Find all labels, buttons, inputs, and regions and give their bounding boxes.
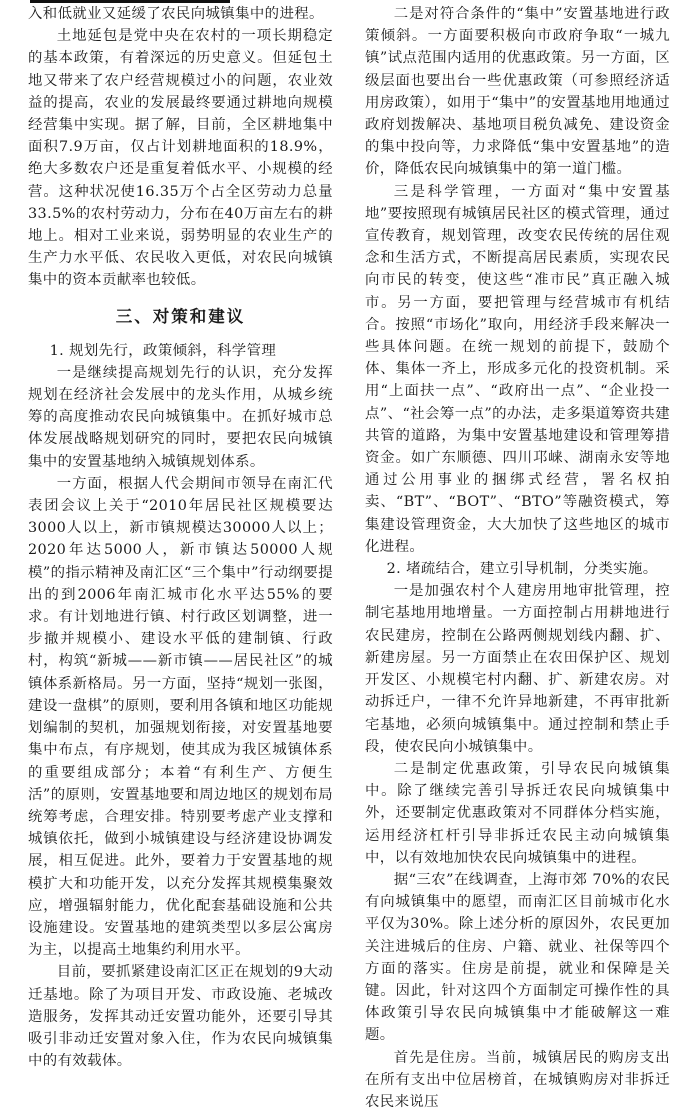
paragraph-on-one-hand: 一方面，根据人代会期间市领导在南汇代表团会议上关于“2010年居民社区规模要达3000人以上，新市镇规模达30000人以上；2020年达5000人，新市镇达50000人规模”的指示精神及南汇区“三个集中”行动纲要提出的到2006年南汇城市化水平达55%的要求。有计划地进行镇、村行政区划调整，进一步撤并规模小、建设水平低的建制镇、行政村，构筑“新城——新市镇——居民社区”的城镇体系新格局。另一方面，坚持“规划一张图，建设一盘棋”的原则，要利用各镇和地区功能规划编制的契机，加强规划衔接，对安置基地要集中布点，有序规划，使其成为我区城镇体系的重要组成部分；本着“有利生产、方便生活”的原则，安置基地要和周边地区的规划布局统筹考虑，合理安排。特别要考虑产业支撑和城镇依托，做到小城镇建设与经济建设协调发展，相互促进。此外，要着力于安置基地的规模扩大和功能开发，以充分发挥其规模集聚效应，增强辐射能力，优化配套基础设施和公共设施建设。安置基地的建筑类型以多层公寓房为主，以提高土地集约利用水平。 [28,475,333,959]
paragraph-housing: 首先是住房。当前，城镇居民的购房支出在所有支出中位居榜首，在城镇购房对非拆迁农民来说压 [365,1049,670,1110]
paragraph-survey: 据“三农”在线调查，上海市郊 70%的农民有向城镇集中的愿望，而南汇区目前城市化水平仅为30%。除上述分析的原因外，农民更加关注进城后的住房、户籍、就业、社保等四个方面的落实。住房是前提，就业和保障是关键。因此，针对这四个方面制定可操作性的具体政策引导农民向城镇集中才能破解这一难题。 [365,871,670,1044]
paragraph-homestead-control: 一是加强农村个人建房用地审批管理，控制宅基地用地增量。一方面控制占用耕地进行农民建房，控制在公路两侧规划线内翻、扩、新建房屋。另一方面禁止在农田保护区、规划开发区、小规模宅村内翻、扩、新建农房。对动拆迁户，一律不允许异地新建，不再审批新宅基地，必须向城镇集中。通过控制和禁止手段，使农民向小城镇集中。 [365,583,670,755]
section-heading: 三、对策和建议 [115,306,246,326]
left-column [28,3,333,1072]
subheading-1: 1. 规划先行，政策倾斜，科学管理 [49,342,277,359]
paragraph-land-contract: 土地延包是党中央在农村的一项长期稳定的基本政策，有着深远的历史意义。但延包土地又带来了农户经营规模过小的问题，农业效益的提高，农业的发展最终要通过耕地向规模经营集中实现。据了解，目前，全区耕地集中面积7.9万亩，仅占计划耕地面积的18.9%，绝大多数农户还是重复着低水平、小规模的经营。这种状况使16.35万个占全区劳动力总量33.5%的农村劳动力，分布在40万亩左右的耕地上。相对工业来说，弱势明显的农业生产的生产力水平低、农民收入更低，对农民向城镇集中的资本贡献率也较低。 [28,28,333,289]
right-column [365,3,670,1113]
paragraph-preferential-policy: 二是制定优惠政策，引导农民向城镇集中。除了继续完善引导拆迁农民向城镇集中外，还要制定优惠政策对不同群体分档实施，运用经济杠杆引导非拆迁农民主动向城镇集中，以有效地加快农民向城镇集中的进程。 [365,760,670,866]
paragraph-scientific-management: 三是科学管理，一方面对“集中安置基地”要按照现有城镇居民社区的模式管理，通过宣传教育，规划管理，改变农民传统的居住观念和生活方式，不断提高居民素质，实现农民向市民的转变，使这些“准市民”真正融入城市。另一方面，要把管理与经营城市有机结合。按照“市场化”取向，用经济手段来解决一些具体问题。在统一规划的前提下，鼓励个体、集体一齐上，形成多元化的投资机制。采用“上面扶一点”、“政府出一点”、“企业投一点”、“社会筹一点”的办法，走多渠道筹资共建共管的道路，为集中安置基地建设和管理筹措资金。如广东顺德、四川邛崃、湖南永安等地通过公用事业的捆绑式经营，署名权拍卖、“BT”、“BOT”、“BTO”等融资模式，筹集建设管理资金，大大加快了这些地区的城市化进程。 [365,183,670,555]
paragraph-policy-tilt: 二是对符合条件的“集中”安置基地进行政策倾斜。一方面要积极向市政府争取“一城九镇”试点范围内适用的优惠政策。另一方面，区级层面也要出台一些优惠政策（可参照经济适用房政策），如用于“集中”的安置基地用地通过政府划拨解决、基地项目税负减免、建设资金的集中投向等，力求降低“集中安置基地”的造价，降低农民向城镇集中的第一道门槛。 [365,6,670,178]
paragraph-relocation-bases: 目前，要抓紧建设南汇区正在规划的9大动迁基地。除了为项目开发、市政设施、老城改造服务，发挥其动迁安置功能外，还要引导其吸引非动迁安置对象入住，作为农民向城镇集中的有效载体。 [28,964,333,1070]
paragraph-continuation: 入和低就业又延缓了农民向城镇集中的进程。 [28,6,324,22]
paragraph-planning-first: 一是继续提高规划先行的认识，充分发挥规划在经济社会发展中的龙头作用，从城乡统筹的高度推动农民向城镇集中。在抓好城市总体发展战略规划研究的同时，要把农民向城镇集中的安置基地纳入城镇规划体系。 [28,364,333,470]
subheading-2: 2. 堵疏结合，建立引导机制，分类实施。 [386,561,658,578]
